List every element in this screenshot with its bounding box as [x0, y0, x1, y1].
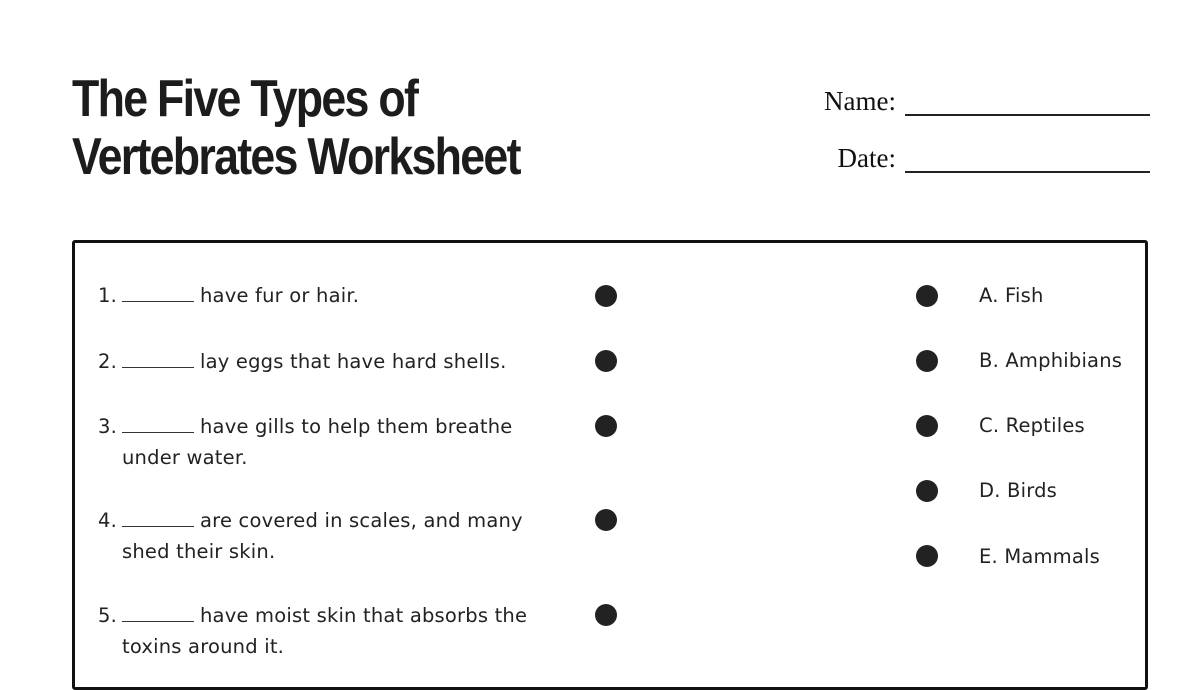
question-match-dot-icon[interactable] [595, 285, 617, 307]
name-label: Name: [824, 86, 896, 116]
name-blank-line[interactable] [905, 114, 1150, 116]
question-item [98, 280, 538, 311]
question-text: are covered in scales, and many shed their skin. [122, 509, 523, 563]
question-match-dot-icon[interactable] [595, 509, 617, 531]
answer-blank[interactable] [122, 506, 194, 527]
date-field [838, 135, 1150, 175]
question-item [98, 346, 538, 377]
answer-option: B. Amphibians [979, 349, 1123, 372]
name-field [824, 78, 1150, 118]
question-item [98, 505, 538, 567]
answer-blank[interactable] [122, 347, 194, 368]
question-text: lay eggs that have hard shells. [200, 350, 507, 373]
question-text: have moist skin that absorbs the toxins around it. [122, 604, 528, 658]
question-text: have fur or hair. [200, 284, 360, 307]
answer-option: C. Reptiles [979, 414, 1085, 437]
question-item [98, 411, 538, 473]
question-match-dot-icon[interactable] [595, 604, 617, 626]
answer-match-dot-icon[interactable] [916, 415, 938, 437]
question-match-dot-icon[interactable] [595, 415, 617, 437]
date-blank-line[interactable] [905, 171, 1150, 173]
question-match-dot-icon[interactable] [595, 350, 617, 372]
answer-match-dot-icon[interactable] [916, 350, 938, 372]
question-text: have gills to help them breathe under water. [122, 415, 513, 469]
answer-option: E. Mammals [979, 545, 1101, 568]
answer-match-dot-icon[interactable] [916, 285, 938, 307]
answer-option: A. Fish [979, 284, 1044, 307]
answer-match-dot-icon[interactable] [916, 480, 938, 502]
question-number: 3. [98, 415, 118, 438]
question-number: 1. [98, 284, 118, 307]
answer-blank[interactable] [122, 412, 194, 433]
answer-blank[interactable] [122, 281, 194, 302]
answer-option: D. Birds [979, 479, 1058, 502]
question-number: 4. [98, 509, 118, 532]
answer-match-dot-icon[interactable] [916, 545, 938, 567]
question-number: 5. [98, 604, 118, 627]
question-number: 2. [98, 350, 118, 373]
date-label: Date: [837, 143, 896, 173]
worksheet-title: The Five Types of Vertebrates Worksheet [72, 70, 520, 186]
question-item [98, 600, 538, 662]
answer-blank[interactable] [122, 601, 194, 622]
